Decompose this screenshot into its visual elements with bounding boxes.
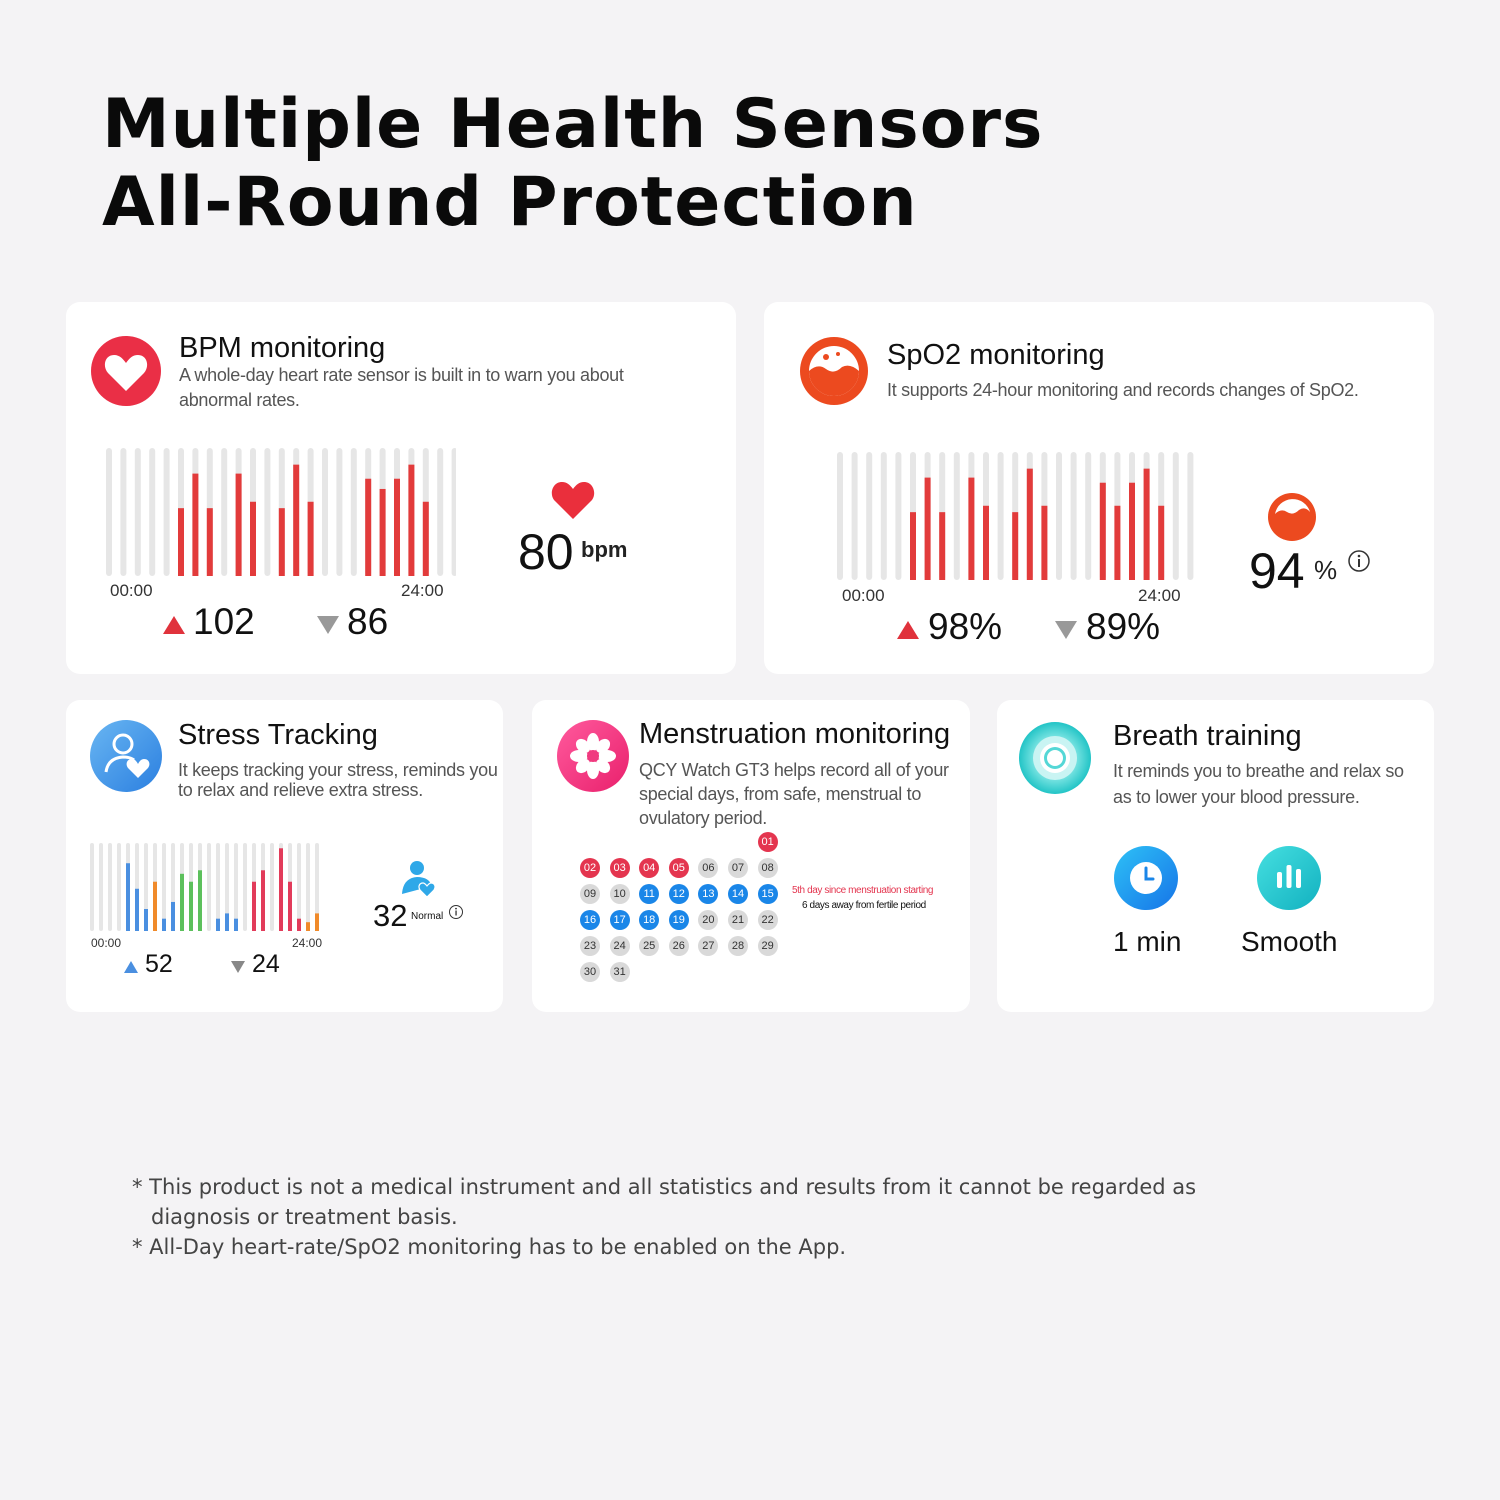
stress-bar-chart	[90, 843, 330, 933]
down-triangle-icon	[230, 960, 246, 974]
up-triangle-icon	[896, 620, 920, 640]
bar	[1012, 512, 1018, 580]
calendar-day[interactable]: 12	[669, 884, 689, 904]
bar-track	[866, 452, 872, 580]
breath-duration: 1 min	[1113, 926, 1182, 957]
bar-track	[234, 843, 238, 931]
stress-description: It keeps tracking your stress, reminds you to relax and relieve extra stress.	[178, 760, 498, 800]
bpm-max: 102	[193, 601, 255, 642]
clock-icon[interactable]	[1114, 846, 1178, 910]
bar	[236, 474, 242, 576]
bar	[250, 502, 256, 576]
bar	[198, 870, 202, 931]
bar-track	[1187, 452, 1193, 580]
calendar-day[interactable]: 16	[580, 910, 600, 930]
bar	[297, 919, 301, 931]
bar	[1114, 506, 1120, 580]
bar	[380, 489, 386, 576]
flower-icon	[557, 720, 629, 792]
stress-level: Normal	[411, 911, 444, 922]
calendar-day[interactable]: 25	[639, 936, 659, 956]
bpm-axis-start: 00:00	[110, 581, 153, 600]
bar-track	[306, 843, 310, 931]
bar-track	[117, 843, 121, 931]
heart-icon	[90, 335, 162, 407]
bpm-bar-chart	[106, 448, 456, 578]
calendar-day[interactable]: 27	[698, 936, 718, 956]
blood-drop-icon	[798, 335, 870, 407]
bar-track	[264, 448, 270, 576]
bar	[126, 863, 130, 931]
down-triangle-icon	[316, 615, 340, 635]
footnote-disclaimer-cont: diagnosis or treatment basis.	[151, 1205, 458, 1229]
up-triangle-icon	[162, 615, 186, 635]
bar-track	[216, 843, 220, 931]
bpm-value: 80	[518, 524, 574, 580]
bar-track	[120, 448, 126, 576]
info-icon[interactable]	[1347, 549, 1371, 573]
bar	[1041, 506, 1047, 580]
bar	[189, 882, 193, 931]
spo2-min: 89%	[1086, 606, 1161, 647]
bar	[252, 882, 256, 931]
bar-track	[1173, 452, 1179, 580]
calendar-day[interactable]: 18	[639, 910, 659, 930]
spo2-title: SpO2 monitoring	[887, 339, 1105, 371]
bar	[306, 922, 310, 931]
bpm-axis-end: 24:00	[401, 581, 444, 600]
calendar-day[interactable]: 30	[580, 962, 600, 982]
spo2-description: It supports 24-hour monitoring and records changes of SpO2.	[887, 380, 1359, 400]
bar	[180, 874, 184, 931]
bar-track	[351, 448, 357, 576]
bar	[135, 889, 139, 931]
bar	[234, 919, 238, 931]
stress-value: 32	[373, 898, 408, 933]
calendar-day[interactable]: 29	[758, 936, 778, 956]
bar-track	[954, 452, 960, 580]
bars-icon[interactable]	[1257, 846, 1321, 910]
bar	[1027, 469, 1033, 580]
calendar-day[interactable]: 10	[610, 884, 630, 904]
bar	[408, 465, 414, 576]
bar	[925, 478, 931, 580]
calendar-day[interactable]: 19	[669, 910, 689, 930]
breath-card	[997, 700, 1434, 1012]
calendar-day[interactable]: 09	[580, 884, 600, 904]
down-triangle-icon	[1054, 620, 1078, 640]
headline-line-1: Multiple Health Sensors	[102, 85, 1044, 164]
calendar-day[interactable]: 24	[610, 936, 630, 956]
bar	[192, 474, 198, 576]
menstruation-note-fertile: 6 days away from fertile period	[802, 900, 926, 911]
bar-track	[164, 448, 170, 576]
calendar-day[interactable]: 11	[639, 884, 659, 904]
calendar-day[interactable]: 21	[728, 910, 748, 930]
stress-max: 52	[145, 950, 173, 978]
breath-description: It reminds you to breathe and relax so as to lower your blood pressure.	[1113, 761, 1404, 807]
bar-track	[336, 448, 342, 576]
calendar-day[interactable]: 04	[639, 858, 659, 878]
bar	[939, 512, 945, 580]
spo2-axis-start: 00:00	[842, 586, 885, 605]
bar	[279, 508, 285, 576]
stress-card	[66, 700, 503, 1012]
bpm-min: 86	[347, 601, 389, 642]
calendar-day[interactable]: 17	[610, 910, 630, 930]
bar	[315, 913, 319, 931]
bar	[216, 919, 220, 931]
calendar-day[interactable]: 22	[758, 910, 778, 930]
bar-track	[270, 843, 274, 931]
calendar-day[interactable]: 08	[758, 858, 778, 878]
bar	[1129, 483, 1135, 580]
calendar-day[interactable]: 06	[698, 858, 718, 878]
bar	[261, 870, 265, 931]
spo2-value: 94	[1249, 543, 1305, 599]
bar	[394, 479, 400, 576]
bar-track	[998, 452, 1004, 580]
spo2-axis-end: 24:00	[1138, 586, 1181, 605]
spo2-max: 98%	[928, 606, 1003, 647]
user-heart-icon	[399, 859, 439, 899]
spo2-bar-chart	[837, 452, 1197, 582]
bar	[288, 882, 292, 931]
bar	[293, 465, 299, 576]
bar-track	[207, 843, 211, 931]
menstruation-card	[532, 700, 970, 1012]
bar-track	[1071, 452, 1077, 580]
bar-track	[243, 843, 247, 931]
user-heart-icon	[90, 720, 162, 792]
calendar-day[interactable]: 20	[698, 910, 718, 930]
stress-axis-start: 00:00	[91, 936, 122, 950]
bpm-description: A whole-day heart rate sensor is built in to warn you about abnormal rates.	[179, 365, 624, 410]
bar	[308, 502, 314, 576]
blood-drop-icon	[1267, 492, 1317, 542]
bar-track	[881, 452, 887, 580]
breath-rhythm: Smooth	[1241, 926, 1338, 957]
bar-track	[895, 452, 901, 580]
info-icon[interactable]	[448, 904, 464, 920]
menstruation-note-day: 5th day since menstruation starting	[792, 885, 934, 896]
bar-track	[437, 448, 443, 576]
bar	[968, 478, 974, 580]
calendar-day[interactable]: 31	[610, 962, 630, 982]
up-triangle-icon	[123, 960, 139, 974]
stress-min: 24	[252, 950, 280, 978]
spo2-unit: %	[1314, 555, 1338, 585]
bpm-unit: bpm	[581, 537, 628, 562]
bar-track	[297, 843, 301, 931]
page-headline	[102, 86, 1044, 242]
bar-track	[1056, 452, 1062, 580]
bar-track	[221, 448, 227, 576]
bpm-card	[66, 302, 736, 674]
calendar-day[interactable]: 26	[669, 936, 689, 956]
stress-title: Stress Tracking	[178, 719, 378, 751]
heart-icon	[550, 480, 596, 520]
bar-track	[135, 448, 141, 576]
bar	[207, 508, 213, 576]
calendar-day[interactable]: 03	[610, 858, 630, 878]
bar	[365, 479, 371, 576]
breath-title: Breath training	[1113, 720, 1302, 752]
bar	[153, 882, 157, 931]
bar	[162, 919, 166, 931]
calendar-day[interactable]: 05	[669, 858, 689, 878]
bar-track	[99, 843, 103, 931]
bar-track	[106, 448, 112, 576]
bar	[1100, 483, 1106, 580]
bar	[983, 506, 989, 580]
bar	[171, 902, 175, 931]
bar-track	[452, 448, 456, 576]
bar	[423, 502, 429, 576]
calendar-day[interactable]: 23	[580, 936, 600, 956]
bpm-title: BPM monitoring	[179, 332, 386, 364]
menstruation-title: Menstruation monitoring	[639, 718, 951, 750]
menstruation-description: QCY Watch GT3 helps record all of your special days, from safe, menstrual to ovulatory period.	[639, 760, 949, 828]
calendar-day[interactable]: 15	[758, 884, 778, 904]
bar-track	[90, 843, 94, 931]
calendar-day[interactable]: 07	[728, 858, 748, 878]
bar	[178, 508, 184, 576]
bar	[910, 512, 916, 580]
bar	[144, 909, 148, 931]
ring-icon	[1019, 722, 1091, 794]
bar-track	[149, 448, 155, 576]
bar	[225, 913, 229, 931]
calendar-day[interactable]: 01	[758, 832, 778, 852]
bar-track	[108, 843, 112, 931]
bar-track	[837, 452, 843, 580]
bar	[1144, 469, 1150, 580]
spo2-card	[764, 302, 1434, 674]
calendar-day[interactable]: 28	[728, 936, 748, 956]
footnote-disclaimer: * This product is not a medical instrument and all statistics and results from it cannot be regarded as	[132, 1175, 1197, 1199]
headline-line-2: All-Round Protection	[102, 163, 918, 242]
calendar-day[interactable]: 14	[728, 884, 748, 904]
bar	[1158, 506, 1164, 580]
bar	[279, 848, 283, 931]
bar-track	[322, 448, 328, 576]
bar-track	[162, 843, 166, 931]
bar-track	[852, 452, 858, 580]
stress-axis-end: 24:00	[292, 936, 323, 950]
footnote-app-setting: * All-Day heart-rate/SpO2 monitoring has to be enabled on the App.	[132, 1235, 847, 1259]
bar-track	[1085, 452, 1091, 580]
calendar-day[interactable]: 13	[698, 884, 718, 904]
calendar-day[interactable]: 02	[580, 858, 600, 878]
